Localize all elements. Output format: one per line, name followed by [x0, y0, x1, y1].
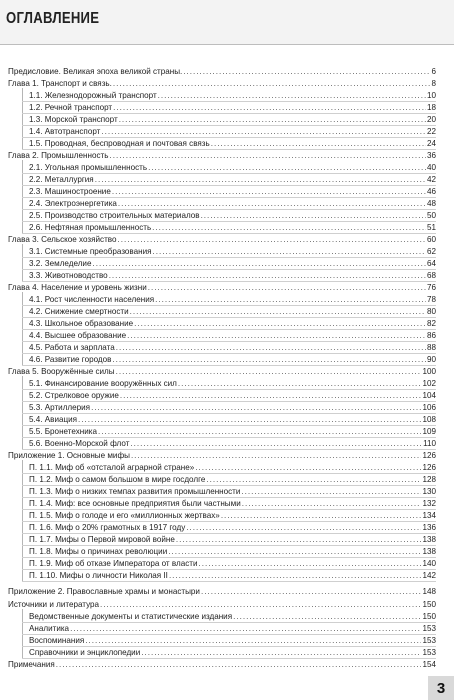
row-rule — [22, 101, 436, 102]
toc-entry-title: 3.3. Животноводство — [29, 271, 108, 280]
dot-leader — [95, 175, 426, 185]
toc-entry-title: 1.5. Проводная, беспроводная и почтовая связь — [29, 139, 210, 148]
toc-entry-title: П. 1.2. Миф о самом большом в мире госдолге — [29, 475, 206, 484]
toc-entry-title: Глава 5. Вооружённые силы — [8, 367, 115, 376]
toc-entry-title: П. 1.3. Миф о низких темпах развития промышленности — [29, 487, 241, 496]
toc-entry-title: Глава 2. Промышленность — [8, 151, 109, 160]
toc-subentry — [29, 305, 436, 317]
row-rule — [22, 233, 436, 234]
toc-subentry — [29, 473, 436, 485]
dot-leader — [130, 439, 422, 449]
toc-entry-title: 4.6. Развитие городов — [29, 355, 112, 364]
toc-subentry — [29, 161, 436, 173]
dot-leader — [206, 475, 421, 485]
toc-entry-title: П. 1.9. Миф об отказе Императора от власти — [29, 559, 198, 568]
dot-leader — [131, 451, 422, 461]
toc-subentry — [29, 173, 436, 185]
row-rule — [22, 221, 436, 222]
toc-chapter-entry — [8, 281, 436, 293]
row-rule — [22, 557, 436, 558]
toc-entry-title: 1.1. Железнодорожный транспорт — [29, 91, 157, 100]
page-number: 3 — [428, 676, 454, 700]
dot-leader — [134, 319, 426, 329]
row-rule — [22, 497, 436, 498]
row-rule — [22, 449, 436, 450]
row-rule — [22, 509, 436, 510]
toc-page-number: 100 — [422, 367, 436, 376]
toc-subentry — [29, 545, 436, 557]
toc-entry-title: Ведомственные документы и статистические издания — [29, 612, 233, 621]
dot-leader — [92, 259, 426, 269]
row-rule — [22, 581, 436, 582]
toc-entry-title: 2.3. Машиностроение — [29, 187, 111, 196]
row-rule — [22, 634, 436, 635]
toc-subentry — [29, 257, 436, 269]
toc-subentry — [29, 569, 436, 581]
toc-entry-title: 4.4. Высшее образование — [29, 331, 127, 340]
dot-leader — [98, 427, 422, 437]
dot-leader — [169, 571, 422, 581]
page-title: ОГЛАВЛЕНИЕ — [6, 10, 100, 27]
toc-page-number: 153 — [422, 648, 436, 657]
toc-entry-title: Глава 4. Население и уровень жизни — [8, 283, 147, 292]
row-rule — [22, 389, 436, 390]
row-rule — [22, 425, 436, 426]
toc-entry-title: 3.2. Земледелие — [29, 259, 92, 268]
toc-entry-title: 4.3. Школьное образование — [29, 319, 134, 328]
toc-entry-title: 5.6. Военно-Морской флот — [29, 439, 130, 448]
row-rule — [22, 569, 436, 570]
toc-page-number: 80 — [426, 307, 436, 316]
toc-page-number: 140 — [422, 559, 436, 568]
row-rule — [22, 473, 436, 474]
toc-subentry — [29, 461, 436, 473]
toc-subentry — [29, 485, 436, 497]
toc-entry-title: 2.4. Электроэнергетика — [29, 199, 117, 208]
toc-page-number: 48 — [426, 199, 436, 208]
toc-page-number: 102 — [422, 379, 436, 388]
dot-leader — [113, 103, 426, 113]
toc-subentry — [29, 101, 436, 113]
dot-leader — [195, 463, 421, 473]
toc-subentry — [29, 185, 436, 197]
toc-page-number: 109 — [422, 427, 436, 436]
toc-page-number: 6 — [431, 67, 436, 76]
toc-page-number: 86 — [426, 331, 436, 340]
toc-entry-title: Примечания — [8, 660, 55, 669]
toc-chapter-entry — [8, 77, 436, 89]
toc-subentry — [29, 341, 436, 353]
dot-leader — [101, 127, 426, 137]
toc-page-number: 138 — [422, 547, 436, 556]
dot-leader — [78, 415, 421, 425]
toc-page-number: 42 — [426, 175, 436, 184]
toc-subentry — [29, 353, 436, 365]
toc-page-number: 150 — [422, 600, 436, 609]
row-rule — [22, 365, 436, 366]
row-rule — [22, 413, 436, 414]
toc-subentry — [29, 293, 436, 305]
toc-page-number: 60 — [426, 235, 436, 244]
toc-entry-title: Глава 1. Транспорт и связь. — [8, 79, 112, 88]
row-rule — [22, 329, 436, 330]
toc-subentry — [29, 622, 436, 634]
toc-page-number: 108 — [422, 415, 436, 424]
toc-page-number: 24 — [426, 139, 436, 148]
toc-subentry — [29, 425, 436, 437]
toc-entry-title: 3.1. Системные преобразования — [29, 247, 152, 256]
toc-subentry — [29, 521, 436, 533]
dot-leader — [152, 223, 426, 233]
toc-entry-title: П. 1.7. Мифы о Первой мировой войне — [29, 535, 175, 544]
toc-subentry — [29, 437, 436, 449]
toc-entry-title: 1.4. Автотранспорт — [29, 127, 101, 136]
toc-entry-title: П. 1.1. Миф об «отсталой аграрной стране» — [29, 463, 195, 472]
dot-leader — [242, 499, 422, 509]
toc-page-number: 134 — [422, 511, 436, 520]
toc-page-number: 20 — [426, 115, 436, 124]
toc-entry-title: 5.5. Бронетехника — [29, 427, 97, 436]
dot-leader — [153, 247, 426, 257]
dot-leader — [148, 163, 426, 173]
toc-subentry — [29, 389, 436, 401]
toc-subentry — [29, 113, 436, 125]
row-rule — [22, 341, 436, 342]
toc-chapter-entry — [8, 658, 436, 670]
dot-leader — [70, 624, 421, 634]
dot-leader — [178, 379, 422, 389]
toc-entry-title: П. 1.10. Мифы о личности Николая II — [29, 571, 168, 580]
toc-chapter-entry — [8, 449, 436, 461]
toc-entry-title: 5.1. Финансирование вооружённых сил — [29, 379, 177, 388]
toc-entry-title: 4.1. Рост численности населения — [29, 295, 155, 304]
row-rule — [22, 545, 436, 546]
dot-leader — [119, 115, 426, 125]
toc-subentry — [29, 317, 436, 329]
dot-leader — [233, 612, 421, 622]
dot-leader — [109, 151, 426, 161]
row-rule — [22, 305, 436, 306]
dot-leader — [201, 587, 422, 597]
dot-leader — [176, 535, 422, 545]
row-rule — [22, 353, 436, 354]
row-rule — [22, 521, 436, 522]
toc-page-number: 104 — [422, 391, 436, 400]
row-rule — [22, 658, 436, 659]
toc-page-number: 62 — [426, 247, 436, 256]
toc-subentry — [29, 401, 436, 413]
row-rule — [22, 622, 436, 623]
toc-subentry — [29, 533, 436, 545]
group-bracket — [22, 88, 23, 149]
toc-page-number: 50 — [426, 211, 436, 220]
row-rule — [22, 137, 436, 138]
toc-subentry — [29, 137, 436, 149]
toc-subentry — [29, 413, 436, 425]
row-rule — [22, 401, 436, 402]
group-bracket — [22, 244, 23, 281]
toc-entry-title: 1.2. Речной транспорт — [29, 103, 113, 112]
row-rule — [22, 646, 436, 647]
dot-leader — [116, 343, 426, 353]
toc-page-number: 76 — [426, 283, 436, 292]
dot-leader — [221, 511, 422, 521]
toc-page-number: 8 — [431, 79, 436, 88]
dot-leader — [130, 307, 426, 317]
toc-entry-title: Предисловие. Великая эпоха великой страны. — [8, 67, 183, 76]
toc-entry-title: П. 1.4. Миф: все основные предприятия были частными — [29, 499, 241, 508]
toc-entry-title: П. 1.6. Миф о 20% грамотных в 1917 году — [29, 523, 186, 532]
dot-leader — [56, 660, 422, 670]
dot-leader — [158, 91, 426, 101]
toc-page-number: 142 — [422, 571, 436, 580]
dot-leader — [120, 391, 422, 401]
row-rule — [22, 257, 436, 258]
toc-entry-title: П. 1.8. Мифы о причинах революции — [29, 547, 168, 556]
row-rule — [22, 113, 436, 114]
dot-leader — [201, 211, 426, 221]
toc-page-number: 64 — [426, 259, 436, 268]
toc-page-number: 46 — [426, 187, 436, 196]
row-rule — [22, 209, 436, 210]
toc-page-number: 90 — [426, 355, 436, 364]
toc-chapter-entry — [8, 149, 436, 161]
toc-entry-title: 2.2. Металлургия — [29, 175, 94, 184]
toc-page-number: 150 — [422, 612, 436, 621]
dot-leader — [116, 367, 422, 377]
toc-page-number: 106 — [422, 403, 436, 412]
dot-leader — [183, 67, 430, 77]
dot-leader — [127, 331, 426, 341]
toc-entry-title: 1.3. Морской транспорт — [29, 115, 118, 124]
row-rule — [22, 269, 436, 270]
toc-entry-title: Приложение 1. Основные мифы — [8, 451, 130, 460]
toc-chapter-entry — [8, 365, 436, 377]
toc-subentry — [29, 269, 436, 281]
toc-entry-title: Воспоминания — [29, 636, 85, 645]
dot-leader — [109, 271, 426, 281]
toc-page-number: 132 — [422, 499, 436, 508]
toc-entry-title: 5.2. Стрелковое оружие — [29, 391, 119, 400]
dot-leader — [141, 648, 421, 658]
dot-leader — [118, 199, 426, 209]
dot-leader — [199, 559, 422, 569]
toc-page-number: 130 — [422, 487, 436, 496]
toc-page-number: 126 — [422, 463, 436, 472]
toc-page-number: 136 — [422, 523, 436, 532]
toc-page-number: 148 — [422, 587, 436, 596]
toc-entry-title: П. 1.5. Миф о голоде и его «миллионных жертвах» — [29, 511, 220, 520]
toc-subentry — [29, 221, 436, 233]
toc-page-number: 153 — [422, 624, 436, 633]
row-rule — [22, 185, 436, 186]
toc-entry-title: 2.1. Угольная промышленность — [29, 163, 148, 172]
dot-leader — [100, 600, 421, 610]
row-rule — [22, 437, 436, 438]
toc-chapter-entry — [8, 233, 436, 245]
toc-entry-title: Источники и литература — [8, 600, 100, 609]
dot-leader — [155, 295, 426, 305]
toc-subentry — [29, 329, 436, 341]
toc-subentry — [29, 209, 436, 221]
dot-leader — [85, 636, 421, 646]
toc-page-number: 110 — [423, 439, 436, 448]
toc-entry-title: Аналитика — [29, 624, 70, 633]
toc-subentry — [29, 89, 436, 101]
toc-subentry — [29, 610, 436, 622]
row-rule — [22, 125, 436, 126]
toc-subentry — [29, 197, 436, 209]
toc-page-number: 36 — [426, 151, 436, 160]
toc-page-number: 22 — [426, 127, 436, 136]
toc-chapter-entry — [8, 598, 436, 610]
toc-page-number: 10 — [426, 91, 436, 100]
row-rule — [22, 317, 436, 318]
toc-entry-title: Справочники и энциклопедии — [29, 648, 141, 657]
dot-leader — [112, 355, 426, 365]
toc-entry-title: 2.5. Производство строительных материалов — [29, 211, 200, 220]
toc-subentry — [29, 125, 436, 137]
toc-subentry — [29, 509, 436, 521]
dot-leader — [91, 403, 421, 413]
toc-page-number: 18 — [426, 103, 436, 112]
toc-entry-title: 4.5. Работа и зарплата — [29, 343, 115, 352]
dot-leader — [211, 139, 426, 149]
toc-subentry — [29, 377, 436, 389]
toc-chapter-entry — [8, 65, 436, 77]
dot-leader — [241, 487, 421, 497]
toc-subentry — [29, 497, 436, 509]
toc-page-number: 153 — [422, 636, 436, 645]
toc-page-number: 51 — [426, 223, 436, 232]
toc-entry-title: 5.3. Артиллерия — [29, 403, 91, 412]
toc-page-number: 40 — [426, 163, 436, 172]
toc-page-number: 68 — [426, 271, 436, 280]
toc-entry-title: Глава 3. Сельское хозяйство — [8, 235, 117, 244]
toc-page-number: 126 — [422, 451, 436, 460]
row-rule — [22, 533, 436, 534]
dot-leader — [118, 235, 426, 245]
toc-entry-title: 2.6. Нефтяная промышленность — [29, 223, 152, 232]
dot-leader — [148, 283, 426, 293]
toc-subentry — [29, 245, 436, 257]
toc-page-number: 88 — [426, 343, 436, 352]
row-rule — [22, 149, 436, 150]
dot-leader — [113, 79, 431, 89]
toc-page-number: 82 — [426, 319, 436, 328]
toc-page-number: 128 — [422, 475, 436, 484]
toc-subentry — [29, 557, 436, 569]
dot-leader — [186, 523, 421, 533]
toc-page-number: 78 — [426, 295, 436, 304]
dot-leader — [112, 187, 426, 197]
toc-subentry — [29, 646, 436, 658]
toc-entry-title: Приложение 2. Православные храмы и монастыри — [8, 587, 200, 596]
row-rule — [22, 281, 436, 282]
toc-entry-title: 5.4. Авиация — [29, 415, 78, 424]
row-rule — [22, 173, 436, 174]
row-rule — [22, 197, 436, 198]
dot-leader — [168, 547, 421, 557]
toc-page-number: 154 — [422, 660, 436, 669]
page-header — [0, 0, 454, 45]
toc-page-number: 138 — [422, 535, 436, 544]
toc-subentry — [29, 634, 436, 646]
toc-chapter-entry — [8, 585, 436, 597]
row-rule — [22, 485, 436, 486]
toc-entry-title: 4.2. Снижение смертности — [29, 307, 129, 316]
